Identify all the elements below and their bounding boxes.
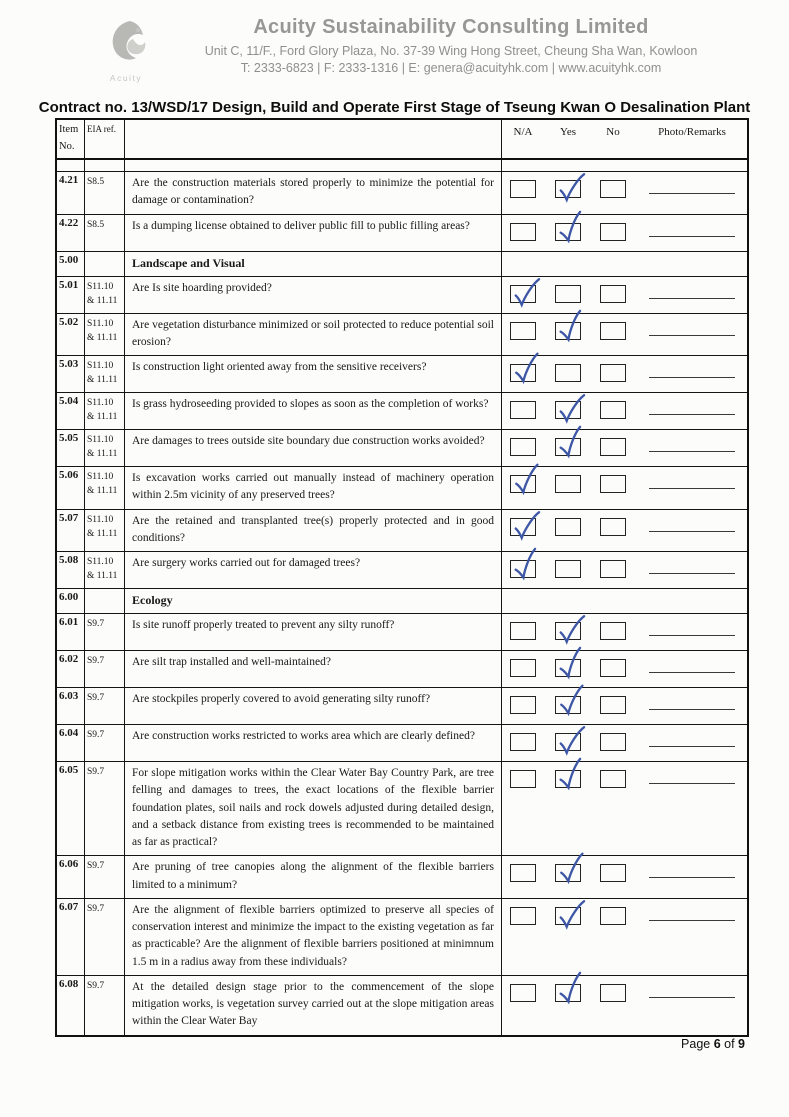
checklist-row	[57, 356, 747, 393]
eia-ref: S11.10 & 11.11	[85, 356, 125, 392]
item-number: 6.07	[57, 899, 85, 975]
question-text: Are stockpiles properly covered to avoid generating silty runoff?	[125, 688, 502, 724]
answer-column-headers	[502, 120, 747, 158]
photo-remarks-column-header: Photo/Remarks	[658, 126, 726, 138]
logo-caption: Acuity	[109, 73, 143, 83]
checklist-row	[57, 393, 747, 430]
question-text: Are surgery works carried out for damaged trees?	[125, 552, 502, 588]
remarks-line[interactable]	[649, 877, 735, 878]
check-mark-icon	[511, 351, 541, 387]
checkbox-na[interactable]	[510, 560, 536, 578]
eia-ref: S11.10 & 11.11	[85, 314, 125, 356]
checklist-table	[55, 118, 749, 1037]
answer-cell	[502, 252, 747, 276]
checkbox-yes[interactable]	[555, 364, 581, 382]
checkbox-na[interactable]	[510, 223, 536, 241]
check-mark-icon	[556, 170, 586, 205]
answer-cell	[502, 510, 747, 552]
eia-ref: S11.10 & 11.11	[85, 430, 125, 466]
question-column-header	[125, 120, 502, 158]
question-text: Is grass hydroseeding provided to slopes as soon as the completion of works?	[125, 393, 502, 429]
remarks-line[interactable]	[649, 531, 735, 532]
checkbox-yes[interactable]	[555, 438, 581, 456]
no-column-header: No	[606, 126, 620, 138]
eia-ref: S8.5	[85, 215, 125, 251]
remarks-line[interactable]	[649, 451, 735, 452]
checkbox-na[interactable]	[510, 180, 536, 198]
company-address: Unit C, 11/F., Ford Glory Plaza, No. 37-39 Wing Hong Street, Cheung Sha Wan, Kowloon	[204, 44, 698, 58]
checklist-body	[57, 160, 747, 1035]
checkbox-na[interactable]	[510, 659, 536, 677]
eia-ref-header: EIA ref.	[85, 120, 125, 158]
item-number: 5.01	[57, 277, 85, 313]
checklist-row	[57, 552, 747, 589]
answer-cell	[502, 467, 747, 509]
eia-ref: S9.7	[85, 762, 125, 855]
remarks-line[interactable]	[649, 298, 735, 299]
remarks-line[interactable]	[649, 573, 735, 574]
checklist-row	[57, 467, 747, 510]
item-number: 6.05	[57, 762, 85, 855]
checkbox-na[interactable]	[510, 864, 536, 882]
answer-cell	[502, 856, 747, 898]
item-number: 5.08	[57, 552, 85, 588]
section-row	[57, 252, 747, 277]
checkbox-no[interactable]	[600, 907, 626, 925]
checkbox-yes[interactable]	[555, 696, 581, 714]
eia-ref: S11.10 & 11.11	[85, 277, 125, 313]
item-number: 5.00	[57, 252, 85, 276]
item-header-line1: Item	[59, 124, 79, 135]
check-mark-icon	[556, 851, 586, 887]
checkbox-na[interactable]	[510, 438, 536, 456]
check-mark-icon	[554, 756, 587, 794]
answer-cell	[502, 160, 747, 171]
question-text: At the detailed design stage prior to the commencement of the slope mitigation works, is vegetation survey carried out at the slope mitigation areas within the Clear Water Bay	[125, 976, 502, 1035]
checkbox-yes[interactable]	[555, 659, 581, 677]
checklist-row	[57, 856, 747, 899]
item-number	[57, 160, 85, 171]
remarks-line[interactable]	[649, 746, 735, 747]
eia-ref: S11.10 & 11.11	[85, 393, 125, 429]
checklist-row	[57, 172, 747, 215]
checkbox-na[interactable]	[510, 984, 536, 1002]
checkbox-na[interactable]	[510, 696, 536, 714]
check-mark-icon	[556, 612, 586, 647]
footer-total-pages: 9	[738, 1037, 745, 1051]
question-text: Are pruning of tree canopies along the alignment of the flexible barriers limited to a minimum?	[125, 856, 502, 898]
question-text: Are the alignment of flexible barriers optimized to preserve all species of conservation interest and minimize the impact to the existing vegetation as far as practicable? Are the alignment of flexible barriers positioned at minimnum 1.5 m in a radius away from these individuals?	[125, 899, 502, 975]
item-number: 6.06	[57, 856, 85, 898]
item-number: 5.07	[57, 510, 85, 552]
checkbox-yes[interactable]	[555, 285, 581, 303]
question-text: Is site runoff properly treated to prevent any silty runoff?	[125, 614, 502, 650]
checkbox-yes[interactable]	[555, 180, 581, 198]
remarks-line[interactable]	[649, 997, 735, 998]
question-text: Are Is site hoarding provided?	[125, 277, 502, 313]
answer-cell	[502, 589, 747, 613]
checkbox-na[interactable]	[510, 285, 536, 303]
eia-ref: S9.7	[85, 614, 125, 650]
checklist-row	[57, 510, 747, 553]
item-number: 6.04	[57, 725, 85, 761]
answer-cell	[502, 215, 747, 251]
question-text: For slope mitigation works within the Clear Water Bay Country Park, are tree felling and damages to trees, the exact locations of the flexible barrier foundation plates, soil nails and rock dowels adjusted during detailed design, and a setback distance from existing trees is recommended to be maintained as far as practical?	[125, 762, 502, 855]
item-number: 5.05	[57, 430, 85, 466]
remarks-line[interactable]	[649, 635, 735, 636]
company-contact: T: 2333-6823 | F: 2333-1316 | E: genera@acuityhk.com | www.acuityhk.com	[240, 61, 662, 75]
item-number: 5.06	[57, 467, 85, 509]
checkbox-no[interactable]	[600, 401, 626, 419]
remarks-line[interactable]	[649, 414, 735, 415]
item-header-line2: No.	[59, 140, 75, 152]
footer-page-prefix: Page	[681, 1037, 714, 1051]
answer-cell	[502, 725, 747, 761]
checkbox-yes[interactable]	[555, 475, 581, 493]
check-mark-icon	[509, 546, 542, 584]
answer-cell	[502, 614, 747, 650]
section-row	[57, 589, 747, 614]
item-number: 5.02	[57, 314, 85, 356]
check-mark-icon	[511, 275, 541, 310]
checklist-row	[57, 277, 747, 314]
yes-column-header: Yes	[559, 126, 576, 138]
eia-ref	[85, 160, 125, 171]
spacer-row	[57, 160, 747, 172]
remarks-line[interactable]	[649, 783, 735, 784]
check-mark-icon	[556, 683, 586, 719]
letterhead-text	[168, 16, 734, 75]
question-text: Is a dumping license obtained to deliver public fill to public filling areas?	[125, 215, 502, 251]
eia-ref	[85, 252, 125, 276]
check-mark-icon	[556, 391, 586, 426]
checkbox-yes[interactable]	[555, 864, 581, 882]
checkbox-yes[interactable]	[555, 560, 581, 578]
checkbox-yes[interactable]	[555, 733, 581, 751]
check-mark-icon	[511, 462, 541, 498]
item-number: 4.21	[57, 172, 85, 214]
checkbox-no[interactable]	[600, 696, 626, 714]
answer-cell	[502, 393, 747, 429]
checkbox-yes[interactable]	[555, 322, 581, 340]
answer-cell	[502, 762, 747, 855]
checkbox-yes[interactable]	[555, 770, 581, 788]
checklist-row	[57, 651, 747, 688]
checklist-row	[57, 215, 747, 252]
checkbox-na[interactable]	[510, 322, 536, 340]
check-mark-icon	[556, 897, 586, 932]
eia-ref: S9.7	[85, 688, 125, 724]
checkbox-yes[interactable]	[555, 223, 581, 241]
checkbox-no[interactable]	[600, 364, 626, 382]
question-text	[125, 160, 502, 171]
checkbox-no[interactable]	[600, 475, 626, 493]
checkbox-no[interactable]	[600, 984, 626, 1002]
remarks-line[interactable]	[649, 335, 735, 336]
question-text: Are damages to trees outside site boundary due construction works avoided?	[125, 430, 502, 466]
checklist-row	[57, 899, 747, 976]
item-number: 5.03	[57, 356, 85, 392]
checkbox-no[interactable]	[600, 864, 626, 882]
item-number: 6.02	[57, 651, 85, 687]
eia-ref: S8.5	[85, 172, 125, 214]
checkbox-na[interactable]	[510, 733, 536, 751]
remarks-line[interactable]	[649, 672, 735, 673]
question-text: Are the retained and transplanted tree(s) properly protected and in good conditions?	[125, 510, 502, 552]
checkbox-yes[interactable]	[555, 622, 581, 640]
checklist-row	[57, 314, 747, 357]
item-number: 6.01	[57, 614, 85, 650]
eia-ref: S11.10 & 11.11	[85, 510, 125, 552]
eia-ref: S9.7	[85, 976, 125, 1035]
footer-page-number: 6	[713, 1037, 721, 1051]
remarks-line[interactable]	[649, 193, 735, 194]
company-name: Acuity Sustainability Consulting Limited	[253, 16, 649, 38]
checkbox-yes[interactable]	[555, 401, 581, 419]
checkbox-na[interactable]	[510, 770, 536, 788]
answer-cell	[502, 172, 747, 214]
item-number: 5.04	[57, 393, 85, 429]
answer-cell	[502, 277, 747, 313]
question-text: Are silt trap installed and well-maintained?	[125, 651, 502, 687]
checkbox-no[interactable]	[600, 770, 626, 788]
checkbox-na[interactable]	[510, 475, 536, 493]
eia-ref: S9.7	[85, 899, 125, 975]
check-mark-icon	[556, 723, 586, 758]
question-text: Are the construction materials stored properly to minimize the potential for damage or contamination?	[125, 172, 502, 214]
item-number: 4.22	[57, 215, 85, 251]
checkbox-no[interactable]	[600, 285, 626, 303]
checklist-row	[57, 688, 747, 725]
checklist-row	[57, 614, 747, 651]
check-mark-icon	[554, 424, 587, 462]
checkbox-na[interactable]	[510, 907, 536, 925]
checkbox-no[interactable]	[600, 733, 626, 751]
section-title: Landscape and Visual	[125, 252, 502, 276]
checkbox-na[interactable]	[510, 518, 536, 536]
question-text: Is construction light oriented away from the sensitive receivers?	[125, 356, 502, 392]
check-mark-icon	[511, 508, 541, 543]
section-title: Ecology	[125, 589, 502, 613]
checkbox-yes[interactable]	[555, 518, 581, 536]
check-mark-icon	[554, 645, 587, 683]
answer-cell	[502, 356, 747, 392]
check-mark-icon	[554, 970, 587, 1008]
checklist-row	[57, 976, 747, 1035]
eia-ref: S9.7	[85, 725, 125, 761]
item-number: 6.00	[57, 589, 85, 613]
remarks-line[interactable]	[649, 236, 735, 237]
question-text: Are construction works restricted to works area which are clearly defined?	[125, 725, 502, 761]
checkbox-yes[interactable]	[555, 907, 581, 925]
table-header-row	[57, 120, 747, 160]
letterhead	[0, 14, 789, 83]
page-footer	[681, 1037, 745, 1051]
remarks-line[interactable]	[649, 709, 735, 710]
checkbox-no[interactable]	[600, 180, 626, 198]
check-mark-icon	[554, 308, 587, 346]
checkbox-no[interactable]	[600, 518, 626, 536]
checkbox-na[interactable]	[510, 401, 536, 419]
remarks-line[interactable]	[649, 488, 735, 489]
question-text: Is excavation works carried out manually instead of machinery operation within 2.5m vicinity of any preserved trees?	[125, 467, 502, 509]
answer-cell	[502, 552, 747, 588]
remarks-line[interactable]	[649, 377, 735, 378]
checkbox-no[interactable]	[600, 560, 626, 578]
item-no-header	[57, 120, 85, 158]
checklist-row	[57, 762, 747, 856]
checkbox-na[interactable]	[510, 364, 536, 382]
checkbox-na[interactable]	[510, 622, 536, 640]
eia-ref: S11.10 & 11.11	[85, 552, 125, 588]
checkbox-yes[interactable]	[555, 984, 581, 1002]
check-mark-icon	[554, 209, 587, 247]
eia-ref	[85, 589, 125, 613]
answer-cell	[502, 976, 747, 1035]
footer-of: of	[720, 1037, 739, 1051]
checkbox-no[interactable]	[600, 622, 626, 640]
checkbox-no[interactable]	[600, 659, 626, 677]
item-number: 6.03	[57, 688, 85, 724]
company-logo-icon	[100, 18, 152, 70]
answer-cell	[502, 688, 747, 724]
eia-ref: S11.10 & 11.11	[85, 467, 125, 509]
checkbox-no[interactable]	[600, 223, 626, 241]
item-number: 6.08	[57, 976, 85, 1035]
checkbox-no[interactable]	[600, 438, 626, 456]
answer-cell	[502, 430, 747, 466]
remarks-line[interactable]	[649, 920, 735, 921]
na-column-header: N/A	[513, 126, 533, 138]
answer-cell	[502, 899, 747, 975]
document-title: Contract no. 13/WSD/17 Design, Build and Operate First Stage of Tseung Kwan O Desalination Plant	[38, 99, 751, 116]
eia-ref: S9.7	[85, 651, 125, 687]
eia-ref: S9.7	[85, 856, 125, 898]
answer-cell	[502, 651, 747, 687]
checklist-row	[57, 430, 747, 467]
checklist-row	[57, 725, 747, 762]
checkbox-no[interactable]	[600, 322, 626, 340]
answer-cell	[502, 314, 747, 356]
question-text: Are vegetation disturbance minimized or soil protected to reduce potential soil erosion?	[125, 314, 502, 356]
company-logo	[94, 18, 158, 83]
